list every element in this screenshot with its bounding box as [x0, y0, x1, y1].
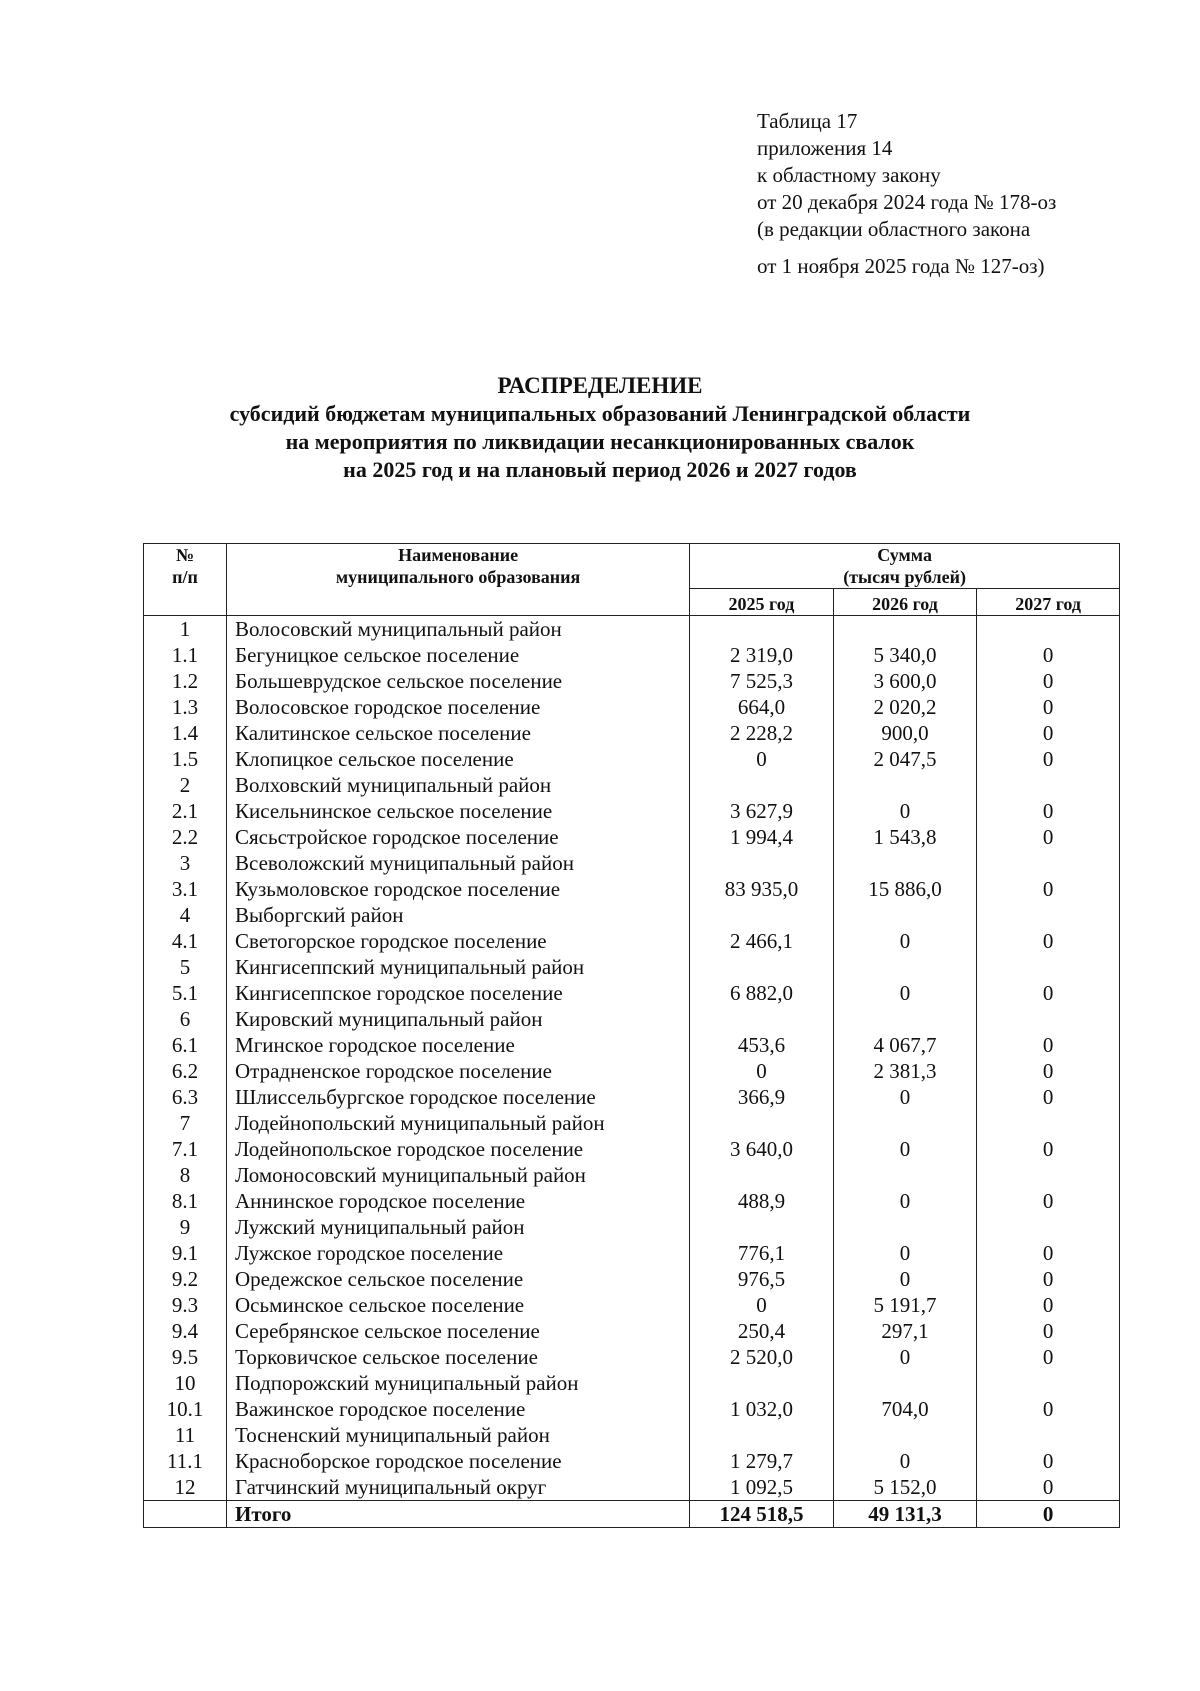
row-value-2026	[833, 1162, 977, 1188]
table-row	[144, 1084, 1120, 1110]
row-value-2025	[690, 850, 834, 876]
table-row	[144, 1474, 1120, 1501]
row-value-2027: 0	[977, 720, 1120, 746]
table-row	[144, 1188, 1120, 1214]
row-name: Оредежское сельское поселение	[227, 1266, 690, 1292]
header-name	[227, 544, 690, 616]
reference-line: (в редакции областного закона	[757, 217, 1031, 241]
row-name: Кисельнинское сельское поселение	[227, 798, 690, 824]
row-value-2027: 0	[977, 1032, 1120, 1058]
row-value-2025: 0	[690, 1058, 834, 1084]
title-line: субсидий бюджетам муниципальных образований Ленинградской области	[229, 401, 971, 426]
row-number: 7	[144, 1110, 227, 1136]
table-row	[144, 1422, 1120, 1448]
row-value-2026: 2 381,3	[833, 1058, 977, 1084]
row-value-2026	[833, 1214, 977, 1240]
table-row	[144, 746, 1120, 772]
row-number: 5	[144, 954, 227, 980]
total-value-2027: 0	[977, 1501, 1120, 1528]
row-value-2025: 3 627,9	[690, 798, 834, 824]
row-value-2027	[977, 1214, 1120, 1240]
table-row	[144, 616, 1120, 643]
row-value-2025: 0	[690, 1292, 834, 1318]
row-value-2025: 2 228,2	[690, 720, 834, 746]
row-value-2025: 2 319,0	[690, 642, 834, 668]
row-name: Волосовское городское поселение	[227, 694, 690, 720]
row-number: 5.1	[144, 980, 227, 1006]
row-value-2026: 5 191,7	[833, 1292, 977, 1318]
header-year-2027: 2027 год	[977, 589, 1120, 616]
row-value-2027: 0	[977, 1058, 1120, 1084]
table-row	[144, 1318, 1120, 1344]
title-line: на 2025 год и на плановый период 2026 и 2027 годов	[343, 457, 857, 482]
row-number: 7.1	[144, 1136, 227, 1162]
row-value-2027: 0	[977, 1292, 1120, 1318]
table-row	[144, 720, 1120, 746]
row-value-2025: 1 279,7	[690, 1448, 834, 1474]
row-value-2026	[833, 1370, 977, 1396]
row-value-2025: 1 032,0	[690, 1396, 834, 1422]
total-number	[144, 1501, 227, 1528]
row-value-2026: 0	[833, 798, 977, 824]
row-value-2026: 0	[833, 1084, 977, 1110]
row-name: Светогорское городское поселение	[227, 928, 690, 954]
reference-line: от 1 ноября 2025 года № 127-оз)	[757, 254, 1045, 278]
row-name: Лодейнопольский муниципальный район	[227, 1110, 690, 1136]
row-value-2027: 0	[977, 1266, 1120, 1292]
row-number: 1.1	[144, 642, 227, 668]
row-value-2025: 2 466,1	[690, 928, 834, 954]
row-value-2027: 0	[977, 1188, 1120, 1214]
row-value-2026: 0	[833, 1136, 977, 1162]
table-row	[144, 798, 1120, 824]
table-row	[144, 1370, 1120, 1396]
row-value-2025: 776,1	[690, 1240, 834, 1266]
row-value-2027: 0	[977, 1240, 1120, 1266]
row-number: 2.2	[144, 824, 227, 850]
row-value-2025: 453,6	[690, 1032, 834, 1058]
row-value-2027	[977, 850, 1120, 876]
row-number: 6.2	[144, 1058, 227, 1084]
row-value-2026: 0	[833, 1448, 977, 1474]
row-name: Тосненский муниципальный район	[227, 1422, 690, 1448]
row-value-2027: 0	[977, 824, 1120, 850]
table-row	[144, 1110, 1120, 1136]
row-value-2025: 976,5	[690, 1266, 834, 1292]
table-row	[144, 1214, 1120, 1240]
header-number	[144, 544, 227, 616]
row-value-2026: 0	[833, 1266, 977, 1292]
row-value-2027: 0	[977, 980, 1120, 1006]
row-value-2025: 83 935,0	[690, 876, 834, 902]
row-value-2026: 3 600,0	[833, 668, 977, 694]
row-name: Торковичское сельское поселение	[227, 1344, 690, 1370]
row-value-2026: 15 886,0	[833, 876, 977, 902]
row-value-2027	[977, 1422, 1120, 1448]
table-row	[144, 642, 1120, 668]
table-row	[144, 1344, 1120, 1370]
row-name: Лодейнопольское городское поселение	[227, 1136, 690, 1162]
row-name: Лужское городское поселение	[227, 1240, 690, 1266]
row-value-2026: 5 152,0	[833, 1474, 977, 1501]
header-number-line: п/п	[172, 567, 198, 587]
row-name: Кузьмоловское городское поселение	[227, 876, 690, 902]
row-value-2027: 0	[977, 928, 1120, 954]
row-value-2025	[690, 772, 834, 798]
row-number: 4.1	[144, 928, 227, 954]
table-row	[144, 850, 1120, 876]
row-value-2025	[690, 1110, 834, 1136]
table-row	[144, 1396, 1120, 1422]
row-name: Важинское городское поселение	[227, 1396, 690, 1422]
row-number: 11	[144, 1422, 227, 1448]
table-row	[144, 928, 1120, 954]
row-value-2025	[690, 1214, 834, 1240]
row-value-2026: 0	[833, 1344, 977, 1370]
row-name: Волховский муниципальный район	[227, 772, 690, 798]
row-value-2025	[690, 1422, 834, 1448]
row-value-2025: 3 640,0	[690, 1136, 834, 1162]
row-name: Отрадненское городское поселение	[227, 1058, 690, 1084]
row-value-2025: 1 994,4	[690, 824, 834, 850]
row-name: Серебрянское сельское поселение	[227, 1318, 690, 1344]
row-value-2026: 297,1	[833, 1318, 977, 1344]
row-number: 10.1	[144, 1396, 227, 1422]
row-value-2025	[690, 902, 834, 928]
title-line: на мероприятия по ликвидации несанкционированных свалок	[285, 429, 915, 454]
row-value-2026: 5 340,0	[833, 642, 977, 668]
table-row	[144, 1240, 1120, 1266]
document-title	[0, 372, 1200, 484]
row-value-2026: 1 543,8	[833, 824, 977, 850]
row-value-2026	[833, 1006, 977, 1032]
title-line: РАСПРЕДЕЛЕНИЕ	[497, 373, 703, 398]
row-number: 9.1	[144, 1240, 227, 1266]
row-value-2025: 366,9	[690, 1084, 834, 1110]
total-value-2026: 49 131,3	[833, 1501, 977, 1528]
reference-line: к областному закону	[757, 163, 941, 187]
row-value-2027	[977, 902, 1120, 928]
total-value-2025: 124 518,5	[690, 1501, 834, 1528]
row-value-2027	[977, 1110, 1120, 1136]
document-reference	[757, 108, 1056, 280]
row-name: Кингисеппский муниципальный район	[227, 954, 690, 980]
row-number: 9.4	[144, 1318, 227, 1344]
row-value-2025	[690, 1370, 834, 1396]
header-sum	[690, 544, 1120, 589]
header-sum-line: (тысяч рублей)	[843, 567, 966, 587]
row-name: Большеврудское сельское поселение	[227, 668, 690, 694]
row-value-2026: 704,0	[833, 1396, 977, 1422]
row-value-2027: 0	[977, 1084, 1120, 1110]
row-value-2027: 0	[977, 1396, 1120, 1422]
row-name: Клопицкое сельское поселение	[227, 746, 690, 772]
row-value-2026	[833, 954, 977, 980]
table-row	[144, 694, 1120, 720]
row-value-2027: 0	[977, 1136, 1120, 1162]
row-value-2025: 250,4	[690, 1318, 834, 1344]
row-value-2025: 0	[690, 746, 834, 772]
row-number: 8.1	[144, 1188, 227, 1214]
row-value-2027: 0	[977, 1344, 1120, 1370]
table-row	[144, 1292, 1120, 1318]
row-number: 9.2	[144, 1266, 227, 1292]
row-value-2025: 7 525,3	[690, 668, 834, 694]
row-number: 1.2	[144, 668, 227, 694]
row-value-2027	[977, 772, 1120, 798]
row-name: Бегуницкое сельское поселение	[227, 642, 690, 668]
row-value-2025	[690, 1006, 834, 1032]
row-name: Ломоносовский муниципальный район	[227, 1162, 690, 1188]
row-number: 9.5	[144, 1344, 227, 1370]
row-value-2026	[833, 1422, 977, 1448]
table-row	[144, 772, 1120, 798]
row-value-2027: 0	[977, 1448, 1120, 1474]
row-value-2025: 664,0	[690, 694, 834, 720]
row-value-2025	[690, 1162, 834, 1188]
row-value-2026	[833, 772, 977, 798]
row-number: 1.3	[144, 694, 227, 720]
total-row	[144, 1501, 1120, 1528]
row-value-2026: 0	[833, 1240, 977, 1266]
row-value-2026	[833, 1110, 977, 1136]
row-name: Красноборское городское поселение	[227, 1448, 690, 1474]
row-value-2026	[833, 902, 977, 928]
header-year-2025: 2025 год	[690, 589, 834, 616]
table-row	[144, 980, 1120, 1006]
row-number: 2.1	[144, 798, 227, 824]
row-value-2025: 2 520,0	[690, 1344, 834, 1370]
row-name: Мгинское городское поселение	[227, 1032, 690, 1058]
table-row	[144, 954, 1120, 980]
row-number: 1	[144, 616, 227, 643]
row-name: Кингисеппское городское поселение	[227, 980, 690, 1006]
row-value-2027	[977, 1006, 1120, 1032]
row-number: 3	[144, 850, 227, 876]
table-row	[144, 1032, 1120, 1058]
row-name: Всеволожский муниципальный район	[227, 850, 690, 876]
header-year-2026: 2026 год	[833, 589, 977, 616]
row-value-2027: 0	[977, 642, 1120, 668]
row-number: 1.4	[144, 720, 227, 746]
row-name: Калитинское сельское поселение	[227, 720, 690, 746]
row-name: Гатчинский муниципальный округ	[227, 1474, 690, 1501]
row-number: 6.1	[144, 1032, 227, 1058]
row-number: 8	[144, 1162, 227, 1188]
row-number: 9	[144, 1214, 227, 1240]
row-value-2027	[977, 1162, 1120, 1188]
row-value-2027: 0	[977, 668, 1120, 694]
row-value-2025	[690, 616, 834, 643]
table-row	[144, 1266, 1120, 1292]
table-row	[144, 1136, 1120, 1162]
row-name: Лужский муниципальный район	[227, 1214, 690, 1240]
row-number: 2	[144, 772, 227, 798]
row-value-2026: 4 067,7	[833, 1032, 977, 1058]
table-row	[144, 824, 1120, 850]
row-name: Аннинское городское поселение	[227, 1188, 690, 1214]
table-row	[144, 1162, 1120, 1188]
row-value-2026: 0	[833, 928, 977, 954]
row-value-2027: 0	[977, 746, 1120, 772]
row-value-2027	[977, 1370, 1120, 1396]
row-value-2027: 0	[977, 1474, 1120, 1501]
row-name: Подпорожский муниципальный район	[227, 1370, 690, 1396]
row-value-2026: 0	[833, 1188, 977, 1214]
row-value-2026: 2 047,5	[833, 746, 977, 772]
row-value-2027	[977, 616, 1120, 643]
row-number: 6.3	[144, 1084, 227, 1110]
row-value-2027: 0	[977, 1318, 1120, 1344]
row-name: Шлиссельбургское городское поселение	[227, 1084, 690, 1110]
row-value-2026: 900,0	[833, 720, 977, 746]
row-value-2025: 6 882,0	[690, 980, 834, 1006]
row-number: 4	[144, 902, 227, 928]
row-number: 6	[144, 1006, 227, 1032]
total-label: Итого	[227, 1501, 690, 1528]
row-value-2027: 0	[977, 876, 1120, 902]
distribution-table	[143, 543, 1120, 1528]
header-name-line: Наименование	[398, 545, 519, 565]
row-value-2026	[833, 616, 977, 643]
row-value-2027: 0	[977, 798, 1120, 824]
reference-line: Таблица 17	[757, 109, 858, 133]
row-value-2027	[977, 954, 1120, 980]
table-row	[144, 1448, 1120, 1474]
row-number: 9.3	[144, 1292, 227, 1318]
header-number-line: №	[175, 545, 195, 565]
row-name: Выборгский район	[227, 902, 690, 928]
table-row	[144, 1006, 1120, 1032]
row-number: 1.5	[144, 746, 227, 772]
table-row	[144, 1058, 1120, 1084]
row-value-2026: 2 020,2	[833, 694, 977, 720]
table-row	[144, 876, 1120, 902]
row-name: Осьминское сельское поселение	[227, 1292, 690, 1318]
header-name-line: муниципального образования	[335, 567, 581, 587]
row-value-2025	[690, 954, 834, 980]
row-number: 11.1	[144, 1448, 227, 1474]
reference-line: приложения 14	[757, 136, 893, 160]
row-value-2027: 0	[977, 694, 1120, 720]
row-number: 12	[144, 1474, 227, 1501]
reference-line: от 20 декабря 2024 года № 178-оз	[757, 190, 1057, 214]
row-name: Кировский муниципальный район	[227, 1006, 690, 1032]
table-row	[144, 902, 1120, 928]
header-sum-line: Сумма	[877, 545, 932, 565]
row-value-2026: 0	[833, 980, 977, 1006]
row-value-2026	[833, 850, 977, 876]
row-value-2025: 488,9	[690, 1188, 834, 1214]
row-number: 3.1	[144, 876, 227, 902]
row-name: Волосовский муниципальный район	[227, 616, 690, 643]
table-row	[144, 668, 1120, 694]
row-value-2025: 1 092,5	[690, 1474, 834, 1501]
row-name: Сясьстройское городское поселение	[227, 824, 690, 850]
row-number: 10	[144, 1370, 227, 1396]
